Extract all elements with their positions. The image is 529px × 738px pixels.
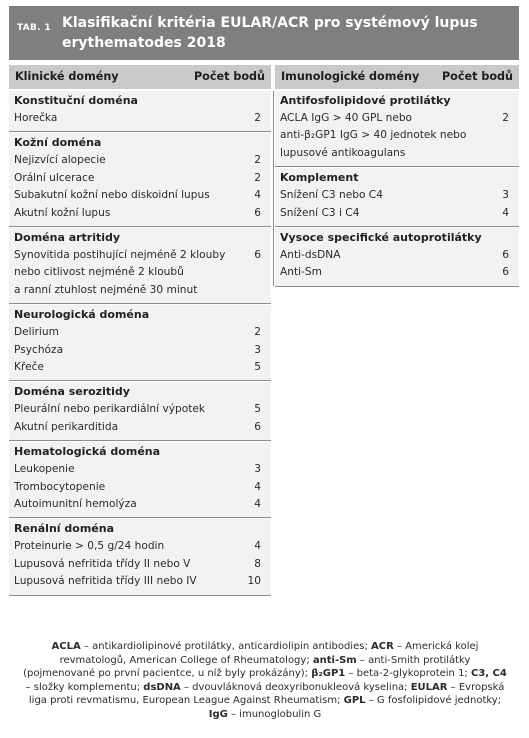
- section-divider: [275, 166, 519, 167]
- abbreviation-definition: – antikardiolipinové protilátky, anticardiolipin antibodies;: [80, 641, 371, 652]
- criterion-points: 6: [502, 249, 509, 261]
- left-column-title: Klinické domény: [15, 70, 119, 83]
- criterion-label: nebo citlivost nejméně 2 kloubů: [14, 266, 184, 279]
- abbreviation-term: ACLA: [51, 641, 81, 652]
- abbreviation-definition: – anti-Smith protilátky (pojmenované po první pacientce, u níž byly prokázány);: [23, 654, 471, 680]
- domain-title: Konstituční doména: [14, 94, 138, 107]
- abbreviation-definition: – G fosfolipidové jednotky;: [365, 695, 502, 707]
- criterion-label: Akutní kožní lupus: [14, 206, 111, 219]
- domain-title: Neurologická doména: [14, 308, 150, 322]
- domain-section: [9, 91, 271, 131]
- domain-title: Kožní doména: [14, 136, 102, 150]
- right-points-header: Počet bodů: [441, 70, 513, 83]
- domain-section: [9, 305, 271, 380]
- criterion-label: Anti-dsDNA: [280, 249, 341, 261]
- criterion-label: a ranní ztuhlost nejméně 30 minut: [14, 283, 198, 296]
- criterion-points: 3: [502, 189, 509, 202]
- domain-section: [9, 133, 271, 226]
- section-divider: [9, 303, 271, 304]
- domain-title: Doména artritidy: [14, 231, 121, 244]
- domain-title: Hematologická doména: [14, 445, 161, 459]
- criterion-points: 2: [502, 112, 509, 124]
- abbreviation-definition: – složky komplementu;: [25, 681, 144, 693]
- criterion-points: 4: [254, 480, 261, 493]
- criterion-points: 3: [254, 463, 261, 476]
- criterion-points: 6: [254, 206, 261, 219]
- abbreviation-definition: – Americká kolej revmatologů, American College of Rheumatology;: [59, 641, 479, 666]
- right-column-header: [275, 65, 519, 89]
- criterion-label: Psychóza: [14, 343, 64, 356]
- column-bottom-border: [9, 595, 271, 596]
- criterion-label: Snížení C3 i C4: [280, 206, 360, 219]
- abbreviation-definition: – dvouvláknová deoxyribonukleová kyselina;: [180, 681, 411, 693]
- criterion-points: 6: [502, 266, 509, 279]
- abbreviations-footnote: [22, 640, 508, 722]
- criterion-label: Trombocytopenie: [14, 480, 106, 493]
- criterion-label: Akutní perikarditida: [14, 420, 119, 433]
- criterion-label: Lupusová nefritida třídy II nebo V: [14, 557, 191, 570]
- criterion-label: Autoimunitní hemolýza: [14, 497, 137, 510]
- criterion-label: Orální ulcerace: [14, 171, 95, 184]
- criterion-points: 2: [254, 112, 261, 124]
- section-divider: [275, 226, 519, 227]
- section-divider: [9, 131, 271, 132]
- criterion-points: 4: [254, 497, 261, 510]
- criterion-label: Leukopenie: [14, 463, 75, 476]
- left-points-header: Počet bodů: [193, 70, 265, 83]
- domain-title: Komplement: [280, 171, 359, 185]
- abbreviation-definition: – Evropská liga proti revmatismu, European League Against Rheumatism;: [28, 681, 505, 707]
- abbreviation-definition: – imunoglobulin G: [227, 708, 322, 720]
- column-divider: [273, 91, 274, 286]
- criterion-points: 3: [254, 343, 261, 356]
- criterion-points: 2: [254, 154, 261, 167]
- section-divider: [9, 517, 271, 518]
- criterion-label: lupusové antikoagulans: [280, 146, 406, 159]
- domain-section: [275, 91, 519, 166]
- domain-section: [275, 168, 519, 226]
- domain-title: Doména serozitidy: [14, 385, 130, 399]
- abbreviation-term: IgG: [208, 708, 228, 720]
- criterion-label: Synovitida postihující nejméně 2 klouby: [14, 249, 226, 261]
- criterion-points: 6: [254, 420, 261, 433]
- criterion-label: ACLA IgG > 40 GPL nebo: [280, 112, 413, 124]
- abbreviation-term: β₂GP1: [311, 668, 346, 680]
- criterion-label: Pleurální nebo perikardiální výpotek: [14, 403, 206, 416]
- domain-title: Vysoce specifické autoprotilátky: [280, 231, 482, 244]
- domain-section: [9, 228, 271, 303]
- criterion-points: 6: [254, 249, 261, 261]
- section-divider: [9, 380, 271, 381]
- table-number: TAB. 1: [17, 23, 51, 33]
- table-title: Klasifikační kritéria EULAR/ACR pro systémový lupus erythematodes 2018: [62, 15, 478, 51]
- criterion-label: Lupusová nefritida třídy III nebo IV: [14, 575, 197, 588]
- domain-section: [275, 228, 519, 286]
- criterion-label: Snížení C3 nebo C4: [280, 189, 383, 202]
- criterion-points: 8: [254, 557, 261, 570]
- column-bottom-border: [275, 286, 519, 287]
- domain-title: Antifosfolipidové protilátky: [280, 94, 451, 107]
- criterion-label: Nejizvící alopecie: [14, 154, 106, 167]
- criterion-points: 5: [254, 403, 261, 416]
- section-divider: [9, 226, 271, 227]
- criterion-label: Proteinurie > 0,5 g/24 hodin: [14, 540, 165, 553]
- domain-section: [9, 382, 271, 440]
- left-column-header: [9, 65, 271, 89]
- criterion-label: Subakutní kožní nebo diskoidní lupus: [14, 189, 210, 202]
- abbreviation-definition: – beta-2-glykoprotein 1;: [345, 668, 471, 680]
- criterion-points: 4: [254, 540, 261, 553]
- criterion-label: Křeče: [14, 360, 44, 373]
- criterion-points: 10: [247, 575, 261, 588]
- domain-section: [9, 442, 271, 517]
- criterion-points: 2: [254, 171, 261, 184]
- abbreviation-term: anti-Sm: [312, 654, 357, 666]
- domain-section: [9, 519, 271, 594]
- criterion-points: 4: [502, 206, 509, 219]
- criterion-points: 4: [254, 189, 261, 202]
- criterion-label: anti-β₂GP1 IgG > 40 jednotek nebo: [280, 129, 467, 142]
- criterion-label: Delirium: [14, 326, 59, 339]
- domain-title: Renální doména: [14, 522, 114, 536]
- abbreviation-term: ACR: [371, 641, 394, 652]
- abbreviation-term: GPL: [343, 695, 366, 707]
- abbreviation-term: C3, C4: [470, 668, 507, 680]
- criterion-points: 2: [254, 326, 261, 339]
- section-divider: [9, 440, 271, 441]
- criterion-label: Anti-Sm: [280, 266, 322, 279]
- title-bar: [9, 6, 519, 60]
- criterion-label: Horečka: [14, 112, 58, 124]
- abbreviation-term: dsDNA: [143, 681, 181, 693]
- abbreviation-term: EULAR: [410, 681, 448, 693]
- right-column-title: Imunologické domény: [281, 70, 420, 83]
- criterion-points: 5: [254, 360, 261, 373]
